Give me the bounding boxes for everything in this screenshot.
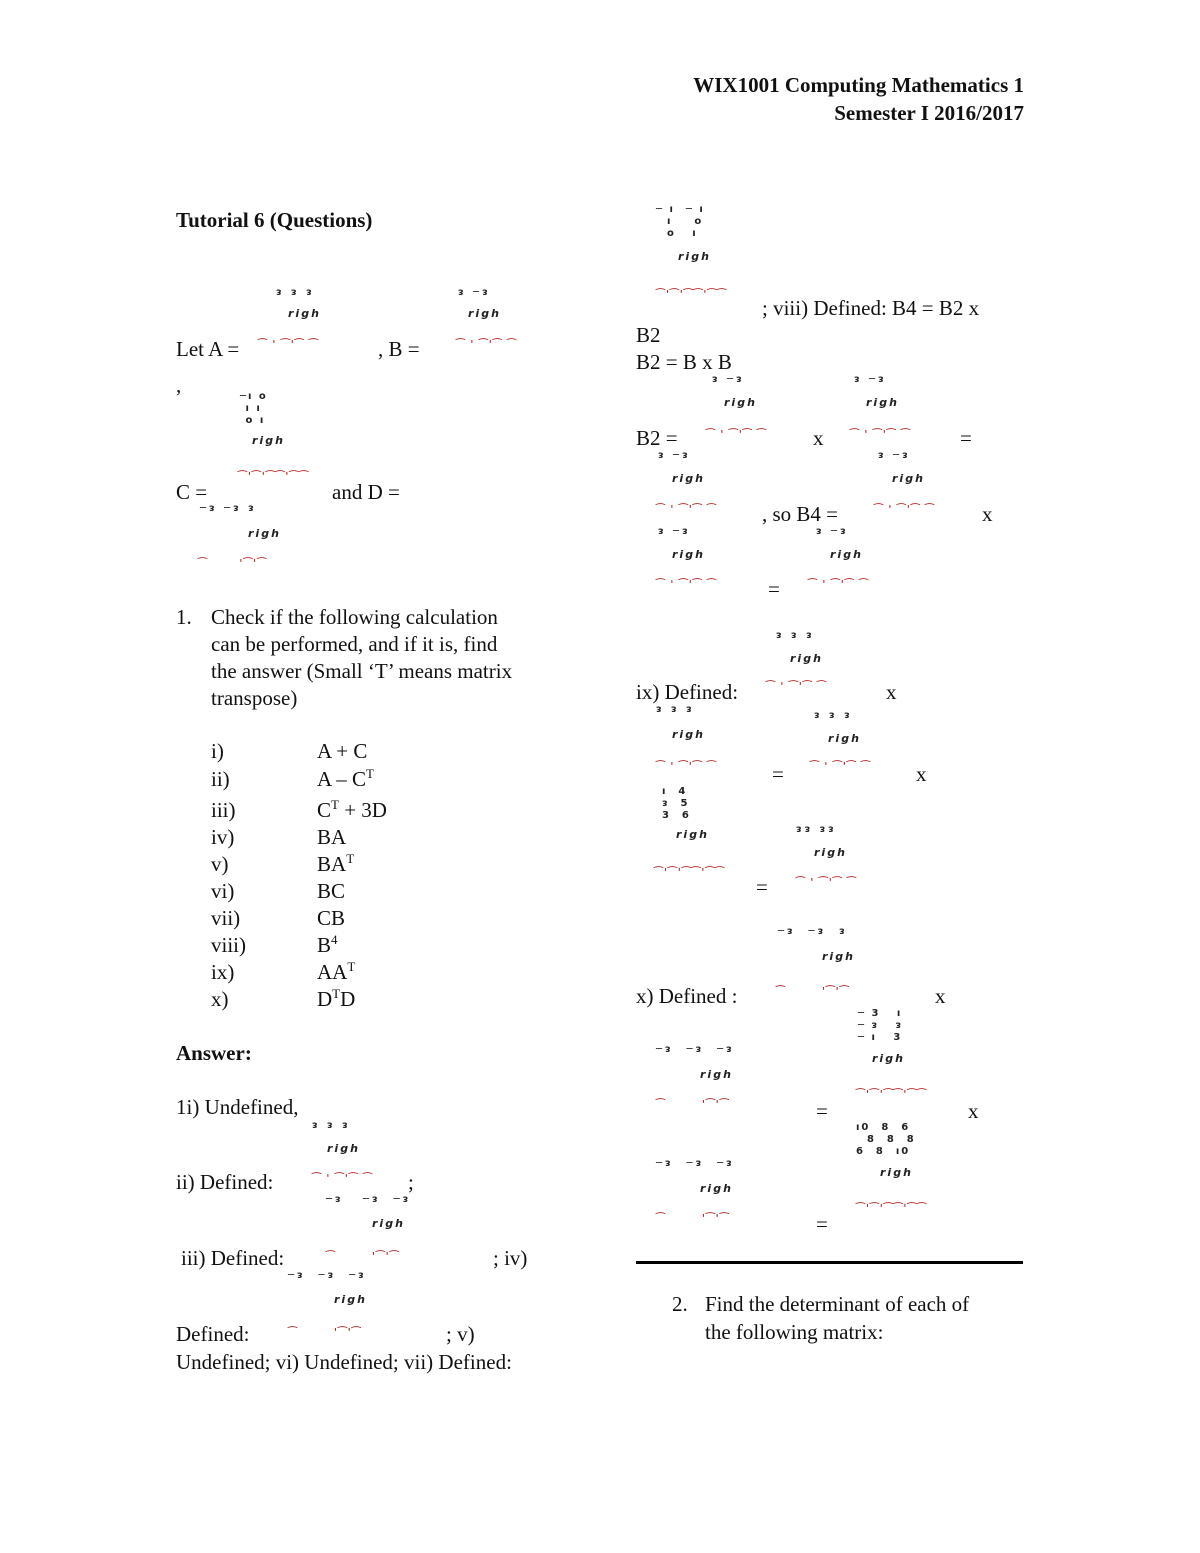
b2-eq-label: B2 = <box>636 426 678 450</box>
b4-result-righ: righ <box>830 548 863 561</box>
x-matrix-dt2-righ: righ <box>700 1068 733 1081</box>
b2-matrix-1-brackets: ⁀ ' ⁀'⁀ ⁀ <box>706 428 767 441</box>
b4-matrix-1-brackets: ⁀ ' ⁀'⁀ ⁀ <box>874 503 935 516</box>
x-matrix-dt2-brackets: ⁀ '⁀'⁀ <box>656 1098 730 1111</box>
matrix-c-righ: righ <box>252 434 285 447</box>
answer-viii-b2: B2 <box>636 323 661 347</box>
x-matrix-d-rows: ─ 3 ı ─ ᴈ ᴈ ─ ı 3 <box>858 1008 904 1043</box>
answer-vii-righ: righ <box>678 250 711 263</box>
x-matrix-dt3-rows: ─ᴈ ─ᴈ ─ᴈ <box>656 1158 735 1169</box>
ix-defined-label: ix) Defined: <box>636 680 739 704</box>
b2-result-righ: righ <box>672 472 705 485</box>
tutorial-title: Tutorial 6 (Questions) <box>176 208 373 232</box>
matrix-d-righ: righ <box>248 527 281 540</box>
matrix-c-brackets: ⁀'⁀'⁀⁀'⁀⁀ <box>238 470 310 483</box>
x-matrix-dt-brackets: ⁀ '⁀'⁀ <box>776 985 850 998</box>
matrix-b-righ: righ <box>468 307 501 320</box>
so-b4-label: , so B4 = <box>762 502 839 526</box>
x-result-righ: righ <box>880 1166 913 1179</box>
equals-sign: = <box>768 577 780 601</box>
ix-matrix-at-brackets: ⁀ ' ⁀'⁀ ⁀ <box>656 760 717 773</box>
answer-v-vii: Undefined; vi) Undefined; vii) Defined: <box>176 1350 512 1374</box>
x-matrix-d-brackets: ⁀'⁀'⁀⁀'⁀⁀ <box>856 1088 928 1101</box>
answer-iii-brackets: ⁀ '⁀'⁀ <box>326 1250 400 1263</box>
b4-matrix-2-rows: ᴈ ─ᴈ <box>658 526 691 537</box>
ix-matrix-a-righ: righ <box>790 652 823 665</box>
b2-result-rows: ᴈ ─ᴈ <box>658 450 691 461</box>
answer-iii-tail: ; iv) <box>493 1246 528 1270</box>
comma-label: , <box>176 373 182 397</box>
q1-line-1: Check if the following calculation <box>211 605 498 629</box>
ix-matrix-c-brackets: ⁀'⁀'⁀⁀'⁀⁀ <box>654 866 726 879</box>
ix-result-rows: ᴈᴈ ᴈᴈ <box>796 824 837 835</box>
x-defined-label: x) Defined : <box>636 984 738 1008</box>
section-divider <box>636 1261 1023 1264</box>
answer-viii-text: ; viii) Defined: B4 = B2 x <box>762 296 980 320</box>
answer-ii-righ: righ <box>327 1142 360 1155</box>
answer-heading: Answer: <box>176 1041 252 1065</box>
b4-result-rows: ᴈ ─ᴈ <box>816 526 849 537</box>
times-sign: x <box>916 762 927 786</box>
answer-iii-matrix-rows: ─ᴈ ─ᴈ ─ᴈ <box>326 1194 412 1205</box>
answer-iv-brackets: ⁀ '⁀'⁀ <box>288 1326 362 1339</box>
times-sign: x <box>968 1099 979 1123</box>
answer-ii-brackets: ⁀ ' ⁀'⁀ ⁀ <box>312 1172 373 1185</box>
let-a-label: Let A = <box>176 337 240 361</box>
equals-sign: = <box>756 875 768 899</box>
b2-result-brackets: ⁀ ' ⁀'⁀ ⁀ <box>656 503 717 516</box>
ix-matrix-a-rows: ᴈ ᴈ ᴈ <box>776 630 815 641</box>
b2-matrix-2-righ: righ <box>866 396 899 409</box>
x-matrix-dt2-rows: ─ᴈ ─ᴈ ─ᴈ <box>656 1044 735 1055</box>
matrix-d-rows: ─ᴈ ─ᴈ ᴈ <box>200 503 257 514</box>
matrix-d-brackets: ⁀ '⁀'⁀ <box>198 557 268 570</box>
b2-matrix-1-rows: ᴈ ─ᴈ <box>712 374 745 385</box>
ix-result-righ: righ <box>814 846 847 859</box>
q2-line-1: Find the determinant of each of <box>705 1292 970 1316</box>
matrix-b-rows: ᴈ ─ᴈ <box>458 287 491 298</box>
ix-matrix-c-rows: ı 4 ᴈ 5 3 6 <box>662 786 691 821</box>
answer-1i: 1i) Undefined, <box>176 1095 299 1119</box>
answer-ii-semicolon: ; <box>408 1170 414 1194</box>
times-sign: x <box>935 984 946 1008</box>
q1-line-2: can be performed, and if it is, find <box>211 632 498 656</box>
x-matrix-dt-rows: ─ᴈ ─ᴈ ᴈ <box>778 926 848 937</box>
ix-matrix-at-righ: righ <box>672 728 705 741</box>
answer-iv-righ: righ <box>334 1293 367 1306</box>
matrix-a-righ: righ <box>288 307 321 320</box>
x-result-brackets: ⁀'⁀'⁀⁀'⁀⁀ <box>856 1202 928 1215</box>
b2-matrix-2-rows: ᴈ ─ᴈ <box>854 374 887 385</box>
matrix-a-brackets: ⁀ ' ⁀'⁀ ⁀ <box>258 338 319 351</box>
q1-line-4: transpose) <box>211 686 298 710</box>
x-matrix-dt3-righ: righ <box>700 1182 733 1195</box>
b4-matrix-2-righ: righ <box>672 548 705 561</box>
times-sign: x <box>813 426 824 450</box>
c-eq-label: C = <box>176 480 208 504</box>
answer-vii-matrix-rows: ─ ı ─ ı ı o o ı <box>656 204 705 239</box>
x-result-rows: ı0 8 6 8 8 8 6 8 ı0 <box>856 1122 916 1157</box>
matrix-b-brackets: ⁀ ' ⁀'⁀ ⁀ <box>456 338 517 351</box>
ix-result-brackets: ⁀ ' ⁀'⁀ ⁀ <box>796 876 857 889</box>
b4-result-brackets: ⁀ ' ⁀'⁀ ⁀ <box>808 578 869 591</box>
and-d-label: and D = <box>332 480 400 504</box>
ix-matrix-b-rows: ᴈ ᴈ ᴈ <box>814 710 853 721</box>
b2-definition: B2 = B x B <box>636 350 732 374</box>
equals-sign: = <box>816 1099 828 1123</box>
equals-sign: = <box>960 426 972 450</box>
ix-matrix-at-rows: ᴈ ᴈ ᴈ <box>656 704 695 715</box>
ix-matrix-b-righ: righ <box>828 732 861 745</box>
semester-label: Semester I 2016/2017 <box>834 101 1024 125</box>
answer-ii-matrix-rows: ᴈ ᴈ ᴈ <box>312 1120 351 1131</box>
q2-line-2: the following matrix: <box>705 1320 884 1344</box>
answer-iv-tail: ; v) <box>446 1322 475 1346</box>
matrix-c-rows: ─ı o ı ı o ı <box>240 391 268 426</box>
times-sign: x <box>886 680 897 704</box>
b4-matrix-1-righ: righ <box>892 472 925 485</box>
answer-ii: ii) Defined: <box>176 1170 274 1194</box>
q1-line-3: the answer (Small ‘T’ means matrix <box>211 659 513 683</box>
matrix-a-rows: ᴈ ᴈ ᴈ <box>276 287 315 298</box>
ix-matrix-c-righ: righ <box>676 828 709 841</box>
b-eq-label: , B = <box>378 337 420 361</box>
x-matrix-d-righ: righ <box>872 1052 905 1065</box>
equals-sign: = <box>772 762 784 786</box>
equals-sign: = <box>816 1212 828 1236</box>
x-matrix-dt3-brackets: ⁀ '⁀'⁀ <box>656 1212 730 1225</box>
answer-iii: iii) Defined: <box>181 1246 285 1270</box>
ix-matrix-b-brackets: ⁀ ' ⁀'⁀ ⁀ <box>810 760 871 773</box>
q1-number: 1. <box>176 605 192 629</box>
answer-iii-righ: righ <box>372 1217 405 1230</box>
b4-matrix-2-brackets: ⁀ ' ⁀'⁀ ⁀ <box>656 578 717 591</box>
b2-matrix-1-righ: righ <box>724 396 757 409</box>
answer-iv: Defined: <box>176 1322 250 1346</box>
x-matrix-dt-righ: righ <box>822 950 855 963</box>
b2-matrix-2-brackets: ⁀ ' ⁀'⁀ ⁀ <box>850 428 911 441</box>
answer-iv-matrix-rows: ─ᴈ ─ᴈ ─ᴈ <box>288 1270 367 1281</box>
course-title: WIX1001 Computing Mathematics 1 <box>693 73 1024 97</box>
b4-matrix-1-rows: ᴈ ─ᴈ <box>878 450 911 461</box>
q2-number: 2. <box>672 1292 688 1316</box>
times-sign: x <box>982 502 993 526</box>
answer-vii-brackets: ⁀'⁀'⁀⁀'⁀⁀ <box>656 288 728 301</box>
ix-matrix-a-brackets: ⁀ ' ⁀'⁀ ⁀ <box>766 680 827 693</box>
